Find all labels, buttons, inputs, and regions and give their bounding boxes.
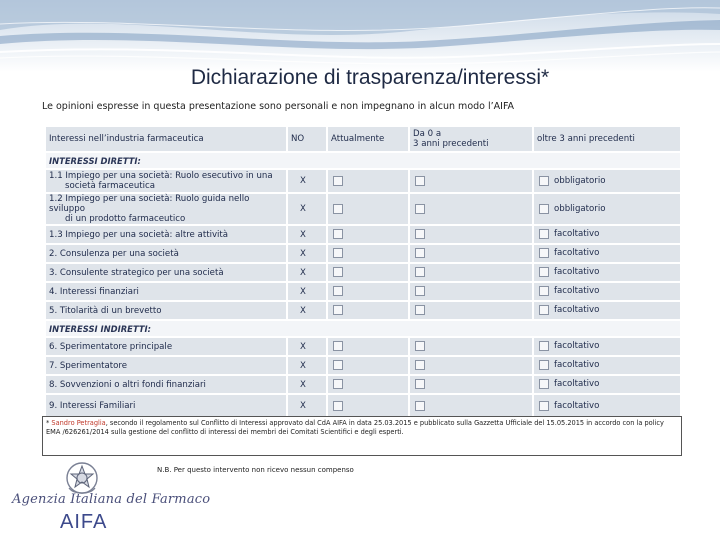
checkbox-cell bbox=[328, 226, 408, 243]
row-label: 8. Sovvenzioni o altri fondi finanziari bbox=[46, 376, 286, 393]
checkbox-cell bbox=[534, 226, 680, 243]
row-label: 5. Titolarità di un brevetto bbox=[46, 302, 286, 319]
checkbox-cell bbox=[410, 245, 532, 262]
checkbox[interactable] bbox=[539, 401, 549, 411]
agency-logo-text: Agenzia Italiana del Farmaco bbox=[12, 492, 211, 507]
row-label: 1.3 Impiego per una società: altre attività bbox=[46, 226, 286, 243]
checkbox[interactable] bbox=[415, 401, 425, 411]
table-row bbox=[46, 283, 680, 300]
col-header-over-3-years: oltre 3 anni precedenti bbox=[534, 127, 680, 151]
row-label: 7. Sperimentatore bbox=[46, 357, 286, 374]
checkbox-cell bbox=[328, 283, 408, 300]
col-header-0-3-line1: Da 0 a bbox=[413, 129, 442, 139]
table-row bbox=[46, 395, 680, 417]
checkbox-cell bbox=[328, 170, 408, 192]
checkbox[interactable] bbox=[415, 305, 425, 315]
checkbox[interactable] bbox=[333, 204, 343, 214]
nb-note: N.B. Per questo intervento non ricevo nessun compenso bbox=[157, 466, 354, 474]
no-mark: X bbox=[288, 264, 326, 281]
checkbox-cell bbox=[328, 338, 408, 355]
no-mark: X bbox=[288, 395, 326, 417]
row-label: 6. Sperimentatore principale bbox=[46, 338, 286, 355]
no-mark: X bbox=[288, 338, 326, 355]
no-mark: X bbox=[288, 357, 326, 374]
requirement-label: obbligatorio bbox=[554, 175, 606, 186]
col-header-no: NO bbox=[288, 127, 326, 151]
checkbox[interactable] bbox=[333, 248, 343, 258]
checkbox[interactable] bbox=[539, 286, 549, 296]
requirement-label: facoltativo bbox=[554, 305, 600, 316]
checkbox[interactable] bbox=[539, 248, 549, 258]
table-row bbox=[46, 226, 680, 243]
checkbox-cell bbox=[410, 357, 532, 374]
checkbox[interactable] bbox=[539, 176, 549, 186]
section-label-indirect: INTERESSI INDIRETTI: bbox=[46, 321, 680, 336]
checkbox-cell bbox=[410, 264, 532, 281]
checkbox-cell bbox=[328, 264, 408, 281]
table-row bbox=[46, 357, 680, 374]
checkbox[interactable] bbox=[539, 229, 549, 239]
section-row-indirect bbox=[46, 321, 680, 336]
row-label: 1.1 Impiego per una società: Ruolo esecutivo in una società farmaceutica bbox=[46, 170, 286, 192]
checkbox-cell bbox=[410, 338, 532, 355]
checkbox-cell bbox=[534, 245, 680, 262]
checkbox[interactable] bbox=[415, 229, 425, 239]
checkbox-cell bbox=[410, 170, 532, 192]
checkbox[interactable] bbox=[539, 379, 549, 389]
checkbox[interactable] bbox=[415, 341, 425, 351]
section-label-direct: INTERESSI DIRETTI: bbox=[46, 153, 680, 168]
table-row bbox=[46, 170, 680, 192]
checkbox-cell bbox=[410, 194, 532, 224]
footnote-box bbox=[42, 416, 682, 456]
checkbox[interactable] bbox=[415, 267, 425, 277]
col-header-interests: Interessi nell’industria farmaceutica bbox=[46, 127, 286, 151]
no-mark: X bbox=[288, 245, 326, 262]
header-wave-banner bbox=[0, 0, 720, 72]
checkbox[interactable] bbox=[333, 229, 343, 239]
checkbox[interactable] bbox=[415, 204, 425, 214]
checkbox-cell bbox=[328, 194, 408, 224]
table-header-row bbox=[46, 127, 680, 151]
no-mark: X bbox=[288, 302, 326, 319]
checkbox[interactable] bbox=[333, 401, 343, 411]
checkbox[interactable] bbox=[539, 305, 549, 315]
checkbox[interactable] bbox=[333, 360, 343, 370]
checkbox[interactable] bbox=[333, 305, 343, 315]
checkbox[interactable] bbox=[539, 360, 549, 370]
table-row bbox=[46, 338, 680, 355]
col-header-0-3-line2: 3 anni precedenti bbox=[413, 139, 489, 149]
checkbox-cell bbox=[534, 395, 680, 417]
requirement-label: facoltativo bbox=[554, 248, 600, 259]
checkbox-cell bbox=[534, 194, 680, 224]
checkbox[interactable] bbox=[539, 204, 549, 214]
section-row-direct bbox=[46, 153, 680, 168]
checkbox-cell bbox=[534, 376, 680, 393]
checkbox-cell bbox=[410, 302, 532, 319]
checkbox-cell bbox=[328, 245, 408, 262]
col-header-0-3-years bbox=[410, 127, 532, 151]
no-mark: X bbox=[288, 170, 326, 192]
checkbox-cell bbox=[410, 376, 532, 393]
requirement-label: facoltativo bbox=[554, 229, 600, 240]
requirement-label: facoltativo bbox=[554, 379, 600, 390]
checkbox[interactable] bbox=[333, 341, 343, 351]
row-label: 9. Interessi Familiari bbox=[46, 395, 286, 417]
no-mark: X bbox=[288, 226, 326, 243]
no-mark: X bbox=[288, 376, 326, 393]
footnote-name: Sandro Petraglia bbox=[51, 419, 106, 427]
requirement-label: facoltativo bbox=[554, 286, 600, 297]
checkbox-cell bbox=[410, 226, 532, 243]
col-header-currently: Attualmente bbox=[328, 127, 408, 151]
requirement-label: facoltativo bbox=[554, 360, 600, 371]
interest-table-wrapper bbox=[44, 125, 680, 419]
checkbox-cell bbox=[534, 170, 680, 192]
row-label: 1.2 Impiego per una società: Ruolo guida nello sviluppo di un prodotto farmaceutico bbox=[46, 194, 286, 224]
checkbox-cell bbox=[328, 357, 408, 374]
checkbox-cell bbox=[534, 283, 680, 300]
table-row bbox=[46, 302, 680, 319]
checkbox[interactable] bbox=[333, 267, 343, 277]
requirement-label: facoltativo bbox=[554, 400, 600, 411]
checkbox-cell bbox=[410, 283, 532, 300]
no-mark: X bbox=[288, 283, 326, 300]
checkbox[interactable] bbox=[415, 176, 425, 186]
checkbox-cell bbox=[328, 395, 408, 417]
checkbox[interactable] bbox=[415, 379, 425, 389]
table-row bbox=[46, 376, 680, 393]
checkbox[interactable] bbox=[415, 286, 425, 296]
checkbox-cell bbox=[534, 357, 680, 374]
requirement-label: obbligatorio bbox=[554, 203, 606, 214]
checkbox[interactable] bbox=[539, 267, 549, 277]
page-title: Dichiarazione di trasparenza/interessi* bbox=[190, 66, 550, 89]
table-row bbox=[46, 264, 680, 281]
row-label: 3. Consulente strategico per una società bbox=[46, 264, 286, 281]
row-label: 4. Interessi finanziari bbox=[46, 283, 286, 300]
checkbox-cell bbox=[534, 302, 680, 319]
checkbox[interactable] bbox=[415, 248, 425, 258]
checkbox-cell bbox=[534, 338, 680, 355]
checkbox[interactable] bbox=[333, 379, 343, 389]
checkbox[interactable] bbox=[333, 286, 343, 296]
requirement-label: facoltativo bbox=[554, 267, 600, 278]
interest-table bbox=[44, 125, 682, 419]
requirement-label: facoltativo bbox=[554, 341, 600, 352]
checkbox-cell bbox=[328, 302, 408, 319]
subtitle: Le opinioni espresse in questa presentazione sono personali e non impegnano in alcun modo l’AIFA bbox=[42, 101, 515, 112]
checkbox-cell bbox=[410, 395, 532, 417]
checkbox[interactable] bbox=[539, 341, 549, 351]
row-label: 2. Consulenza per una società bbox=[46, 245, 286, 262]
aifa-logo-text: AIFA bbox=[60, 511, 108, 533]
checkbox[interactable] bbox=[333, 176, 343, 186]
no-mark: X bbox=[288, 194, 326, 224]
checkbox-cell bbox=[328, 376, 408, 393]
footnote-text: , secondo il regolamento sul Conflitto di Interessi approvato dal CdA AIFA in data 25.03.2015 e pubblicato sulla Gazzetta Ufficiale del 15.05.2015 in accordo con la policy EMA /626261/2014 sulla gestione del conflitto di interessi dei membri dei Comitati Scientifici e degli esperti. bbox=[46, 419, 664, 436]
checkbox[interactable] bbox=[415, 360, 425, 370]
table-row bbox=[46, 245, 680, 262]
checkbox-cell bbox=[534, 264, 680, 281]
footnote-star: * bbox=[46, 419, 50, 427]
table-row bbox=[46, 194, 680, 224]
